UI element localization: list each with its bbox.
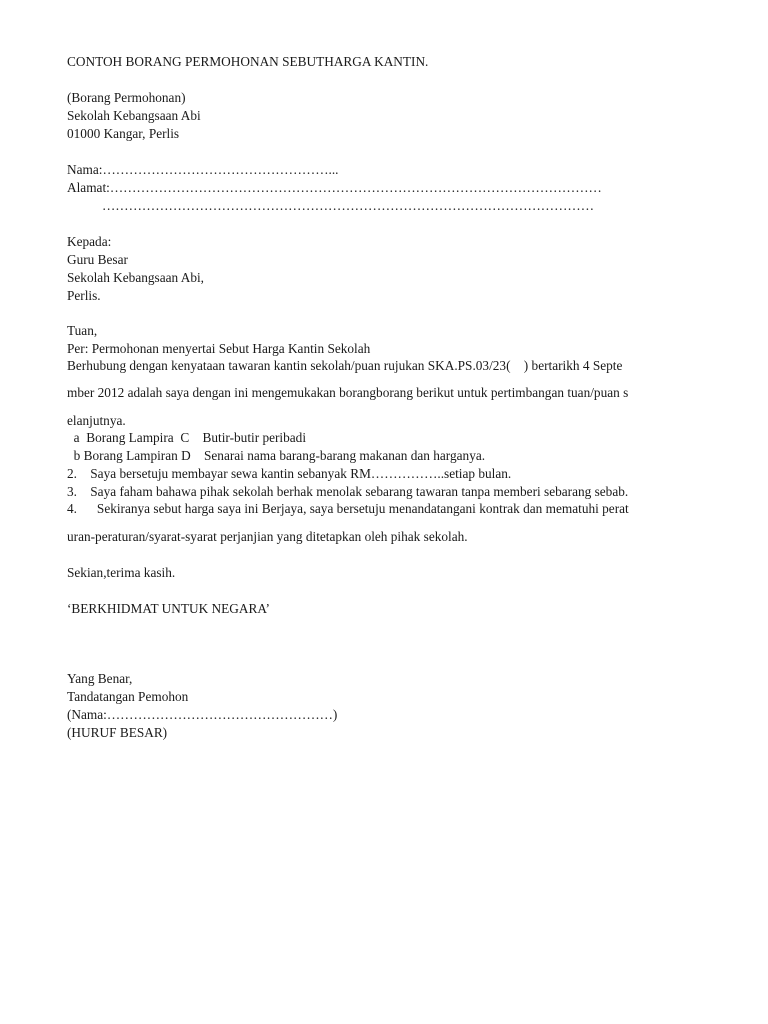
list-item-4-line-2: uran-peraturan/syarat-syarat perjanjian yang ditetapkan oleh pihak sekolah.	[67, 529, 468, 544]
body-paragraph-line-2: mber 2012 adalah saya dengan ini mengemukakan borangborang berikut untuk pertimbangan tuan/puan s	[67, 385, 629, 400]
recipient-school: Sekolah Kebangsaan Abi,	[67, 270, 205, 285]
recipient-state: Perlis.	[67, 288, 101, 303]
signature-label: Tandatangan Pemohon	[67, 689, 189, 704]
recipient-title: Guru Besar	[67, 252, 128, 267]
signature-name-line: (Nama:……………………………………………)	[67, 707, 338, 722]
applicant-address-line-1: Alamat:…………………………………………………………………………………………………	[67, 180, 602, 195]
motto: ‘BERKHIDMAT UNTUK NEGARA’	[67, 601, 270, 616]
closing-line: Sekian,terima kasih.	[67, 565, 176, 580]
header-address: 01000 Kangar, Perlis	[67, 126, 180, 141]
signature-yours: Yang Benar,	[67, 671, 133, 686]
list-item-3: 3. Saya faham bahawa pihak sekolah berhak menolak sebarang tawaran tanpa memberi sebarang sebab.	[67, 484, 629, 499]
document-title: CONTOH BORANG PERMOHONAN SEBUTHARGA KANTIN.	[67, 54, 429, 69]
recipient-to: Kepada:	[67, 234, 112, 249]
list-item-4-line-1: 4. Sekiranya sebut harga saya ini Berjaya, saya bersetuju menandatangani kontrak dan mematuhi perat	[67, 501, 629, 516]
salutation: Tuan,	[67, 323, 98, 338]
body-paragraph-line-1: Berhubung dengan kenyataan tawaran kantin sekolah/puan rujukan SKA.PS.03/23( ) bertarikh 4 Septe	[67, 358, 623, 373]
body-paragraph-line-3: elanjutnya.	[67, 413, 126, 428]
form-type-label: (Borang Permohonan)	[67, 90, 186, 105]
list-item-2: 2. Saya bersetuju membayar sewa kantin sebanyak RM……………..setiap bulan.	[67, 466, 512, 481]
subject-line: Per: Permohonan menyertai Sebut Harga Kantin Sekolah	[67, 341, 371, 356]
header-school-name: Sekolah Kebangsaan Abi	[67, 108, 201, 123]
applicant-address-line-2: …………………………………………………………………………………………………	[102, 198, 594, 213]
list-item-b: b Borang Lampiran D Senarai nama barang-barang makanan dan harganya.	[67, 448, 486, 463]
signature-note: (HURUF BESAR)	[67, 725, 168, 740]
list-item-a: a Borang Lampira C Butir-butir peribadi	[67, 430, 307, 445]
applicant-name-line: Nama:……………………………………………...	[67, 162, 339, 177]
